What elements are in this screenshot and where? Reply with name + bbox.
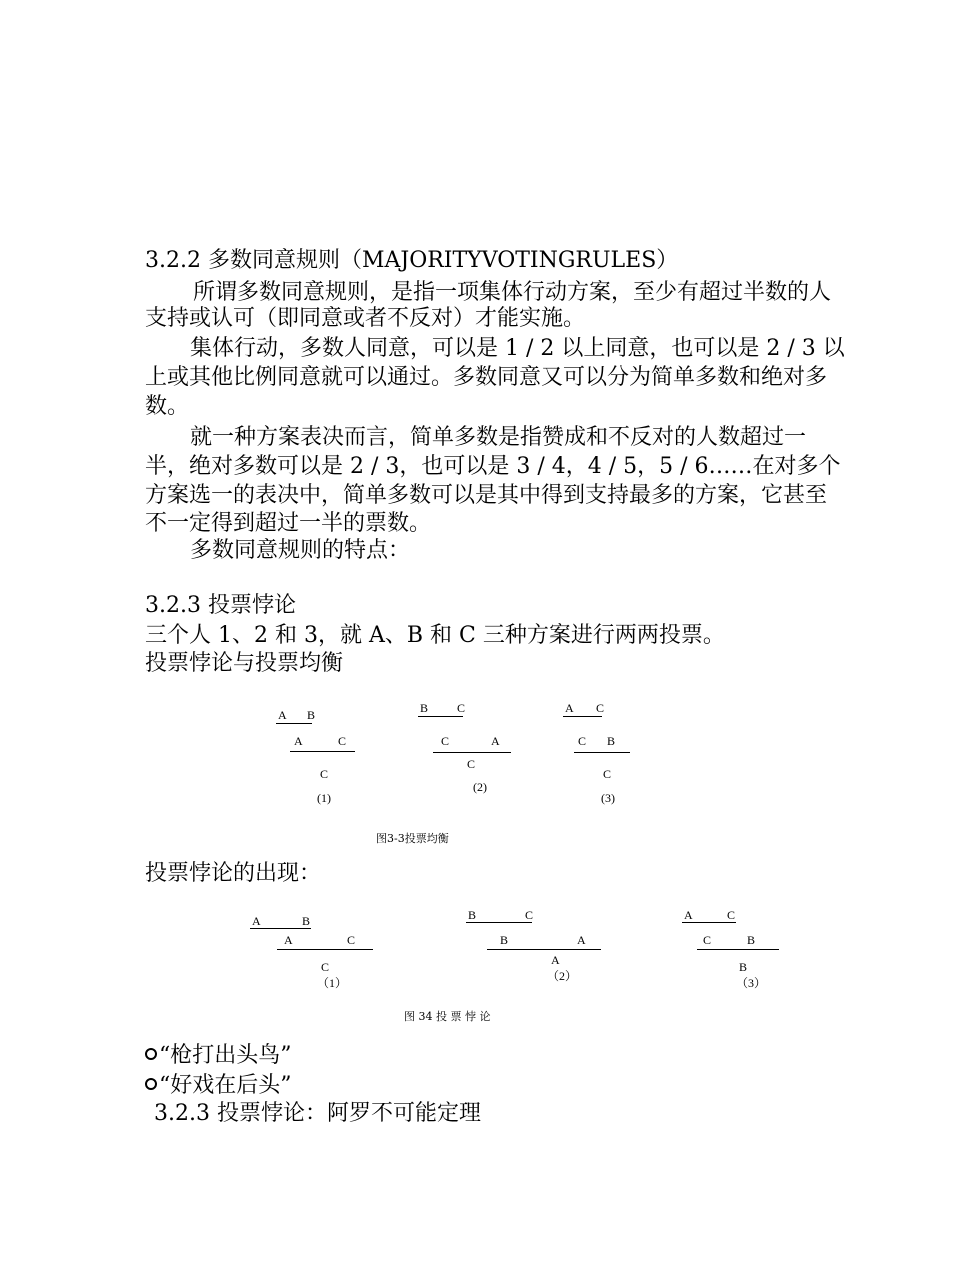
mid-option-right: C (338, 734, 347, 748)
winner-option: C (467, 757, 476, 771)
mid-option-right: A (577, 933, 586, 947)
divider (466, 922, 532, 923)
divider (277, 949, 373, 950)
top-option-left: A (252, 914, 261, 928)
winner-option: B (739, 960, 748, 974)
bullet-item (145, 1042, 292, 1070)
divider (487, 949, 601, 950)
bullet-text: “好戏在后头” (159, 1073, 292, 1098)
diagram-number: （3） (736, 976, 767, 990)
divider (682, 922, 736, 923)
paragraph-line: 就一种方案表决而言，简单多数是指赞成和不反对的人数超过一 (190, 425, 807, 450)
mid-option-right: B (607, 734, 616, 748)
paragraph-line: 所谓多数同意规则，是指一项集体行动方案，至少有超过半数的人 (193, 280, 832, 305)
divider (563, 716, 602, 717)
diagram-number: (3) (601, 791, 615, 805)
mid-option-left: C (703, 933, 712, 947)
bullet-text: “枪打出头鸟” (159, 1043, 292, 1068)
paragraph-line: 投票悖论与投票均衡 (145, 651, 344, 676)
paragraph-line: 不一定得到超过一半的票数。 (145, 511, 432, 536)
mid-option-right: C (347, 933, 356, 947)
top-option-left: A (565, 701, 574, 715)
winner-option: C (321, 960, 330, 974)
divider (697, 949, 779, 950)
top-option-right: C (596, 701, 605, 715)
top-option-right: C (457, 701, 466, 715)
top-option-right: C (727, 908, 736, 922)
divider (433, 752, 511, 753)
winner-option: C (320, 767, 329, 781)
bullet-circle-icon (145, 1078, 157, 1090)
top-option-left: B (420, 701, 429, 715)
winner-option: A (551, 953, 560, 967)
divider (276, 723, 312, 724)
figure-caption: 图 34 投 票 悖 论 (404, 1010, 491, 1023)
bullet-circle-icon (145, 1048, 157, 1060)
top-option-left: A (278, 708, 287, 722)
diagram-number: (1) (317, 791, 331, 805)
bullet-item (145, 1072, 292, 1100)
top-option-left: A (684, 908, 693, 922)
diagram-number: （1） (317, 976, 348, 990)
divider (574, 752, 630, 753)
divider (418, 716, 463, 717)
section-heading-arrow-theorem: 3.2.3 投票悖论：阿罗不可能定理 (154, 1101, 481, 1126)
mid-option-right: B (747, 933, 756, 947)
divider (290, 751, 355, 752)
paragraph-line: 方案选一的表决中，简单多数可以是其中得到支持最多的方案，它甚至 (145, 483, 828, 508)
top-option-right: C (525, 908, 534, 922)
section-heading-3-2-2: 3.2.2 多数同意规则（MAJORITYVOTINGRULES） (145, 248, 679, 273)
divider (250, 928, 311, 929)
paragraph-line: 半，绝对多数可以是 2 / 3，也可以是 3 / 4，4 / 5，5 / 6……在对多个 (145, 454, 841, 479)
paragraph-line: 支持或认可（即同意或者不反对）才能实施。 (145, 306, 586, 331)
top-option-right: B (307, 708, 316, 722)
diagram-number: （2） (547, 969, 578, 983)
paragraph-line: 多数同意规则的特点： (190, 538, 411, 563)
diagram-number: (2) (473, 780, 487, 794)
figure-caption: 图3-3投票均衡 (376, 832, 449, 845)
mid-option-left: A (284, 933, 293, 947)
paragraph-line: 上或其他比例同意就可以通过。多数同意又可以分为简单多数和绝对多 (145, 365, 828, 390)
mid-option-left: A (294, 734, 303, 748)
section-subheading: 投票悖论的出现： (145, 861, 322, 886)
mid-option-left: C (578, 734, 587, 748)
paragraph-line: 三个人 1、2 和 3，就 A、B 和 C 三种方案进行两两投票。 (145, 623, 725, 648)
paragraph-line: 集体行动，多数人同意，可以是 1 / 2 以上同意，也可以是 2 / 3 以 (190, 336, 845, 361)
top-option-right: B (302, 914, 311, 928)
mid-option-left: B (500, 933, 509, 947)
winner-option: C (603, 767, 612, 781)
top-option-left: B (468, 908, 477, 922)
mid-option-left: C (441, 734, 450, 748)
paragraph-line: 数。 (145, 394, 190, 419)
mid-option-right: A (491, 734, 500, 748)
section-heading-3-2-3: 3.2.3 投票悖论 (145, 593, 296, 618)
